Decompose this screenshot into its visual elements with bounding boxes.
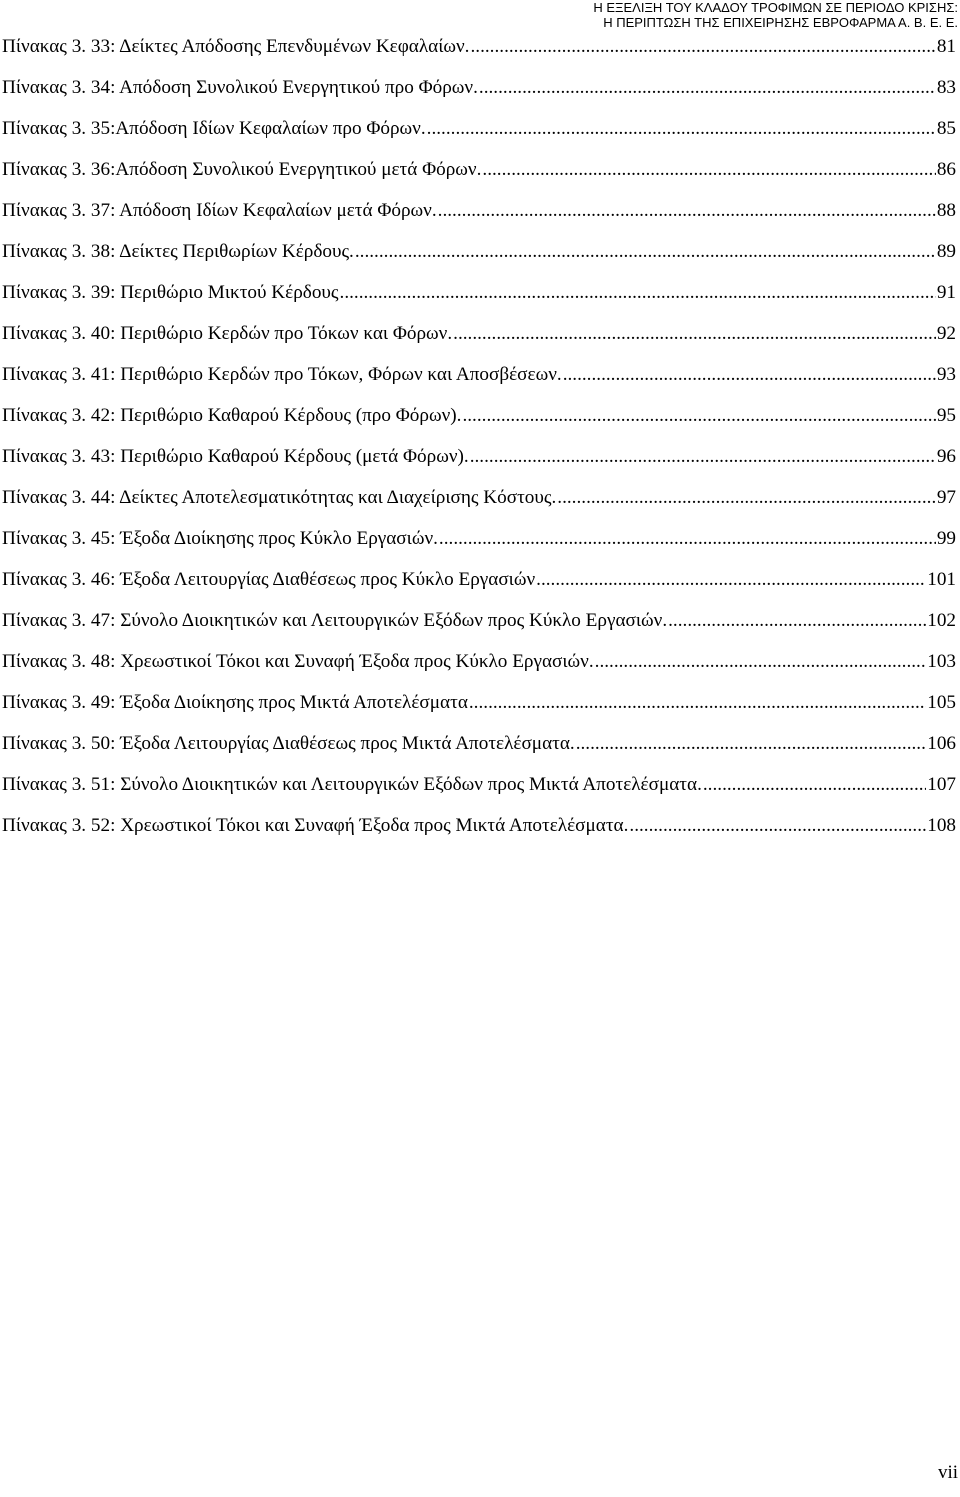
toc-leader-dots [479,77,936,99]
toc-entry-page: 91 [936,282,956,303]
header-line-1: Η ΕΞΕΛΙΞΗ ΤΟΥ ΚΛΑΔΟΥ ΤΡΟΦΙΜΩΝ ΣΕ ΠΕΡΙΟΔΟ ΚΡΙΣΗΣ: [593,0,958,15]
toc-leader-dots [453,323,936,345]
toc-entry-title: Πίνακας 3. 37: Απόδοση Ιδίων Κεφαλαίων μετά Φόρων. [2,200,437,221]
toc-leader-dots [340,282,936,304]
toc-entry-title: Πίνακας 3. 44: Δείκτες Αποτελεσματικότητας και Διαχείρισης Κόστους. [2,487,557,508]
toc-entry-page: 83 [936,77,956,98]
toc-entry-title: Πίνακας 3. 35:Απόδοση Ιδίων Κεφαλαίων προ Φόρων. [2,118,426,139]
toc-entry-page: 88 [936,200,956,221]
toc-entry[interactable] [2,651,956,692]
header-line-2: Η ΠΕΡΙΠΤΩΣΗ ΤΗΣ ΕΠΙΧΕΙΡΗΣΗΣ ΕΒΡΟΦΑΡΜΑ Α. Β. Ε. Ε. [603,15,958,30]
toc-entry-page: 103 [927,651,956,672]
toc-entry[interactable] [2,528,956,569]
toc-entry[interactable] [2,610,956,651]
toc-entry[interactable] [2,446,956,487]
toc-entry[interactable] [2,118,956,159]
toc-entry-title: Πίνακας 3. 52: Χρεωστικοί Τόκοι και Συναφή Έξοδα προς Μικτά Αποτελέσματα. [2,815,629,836]
toc-leader-dots [595,651,927,673]
toc-entry-page: 99 [936,528,956,549]
toc-entry[interactable] [2,282,956,323]
toc-entry[interactable] [2,200,956,241]
toc-leader-dots [668,610,926,632]
toc-entry-page: 96 [936,446,956,467]
toc-leader-dots [470,446,936,468]
toc-entry-page: 89 [936,241,956,262]
toc-entry[interactable] [2,487,956,528]
toc-entry-title: Πίνακας 3. 43: Περιθώριο Καθαρού Κέρδους (μετά Φόρων). [2,446,469,467]
toc-entry-title: Πίνακας 3. 39: Περιθώριο Μικτού Κέρδους [2,282,339,303]
toc-entry-page: 105 [927,692,956,713]
toc-entry-title: Πίνακας 3. 40: Περιθώριο Κερδών προ Τόκων και Φόρων. [2,323,453,344]
page-number: vii [937,1462,958,1483]
toc-leader-dots [629,815,926,837]
table-of-tables [2,36,956,856]
toc-entry-page: 108 [927,815,956,836]
toc-entry[interactable] [2,733,956,774]
toc-leader-dots [427,118,936,140]
toc-leader-dots [576,733,927,755]
toc-entry[interactable] [2,241,956,282]
toc-entry-page: 101 [927,569,956,590]
toc-entry[interactable] [2,159,956,200]
toc-entry-title: Πίνακας 3. 38: Δείκτες Περιθωρίων Κέρδους. [2,241,354,262]
toc-entry-page: 106 [927,733,956,754]
toc-entry-page: 85 [936,118,956,139]
toc-entry-title: Πίνακας 3. 36:Απόδοση Συνολικού Ενεργητικού μετά Φόρων. [2,159,482,180]
toc-entry-title: Πίνακας 3. 45: Έξοδα Διοίκησης προς Κύκλο Εργασιών. [2,528,438,549]
toc-entry[interactable] [2,692,956,733]
toc-entry-page: 81 [936,36,956,57]
toc-entry[interactable] [2,405,956,446]
toc-entry-title: Πίνακας 3. 46: Έξοδα Λειτουργίας Διαθέσεως προς Κύκλο Εργασιών [2,569,536,590]
toc-leader-dots [703,774,926,796]
toc-entry[interactable] [2,569,956,610]
toc-entry-title: Πίνακας 3. 50: Έξοδα Λειτουργίας Διαθέσεως προς Μικτά Αποτελέσματα. [2,733,575,754]
toc-entry-page: 107 [927,774,956,795]
toc-leader-dots [462,405,935,427]
toc-entry[interactable] [2,77,956,118]
toc-leader-dots [439,528,936,550]
toc-entry-title: Πίνακας 3. 41: Περιθώριο Κερδών προ Τόκων, Φόρων και Αποσβέσεων. [2,364,562,385]
toc-entry[interactable] [2,323,956,364]
toc-entry-page: 92 [936,323,956,344]
toc-entry[interactable] [2,774,956,815]
toc-leader-dots [557,487,936,509]
toc-entry[interactable] [2,36,956,77]
toc-entry-title: Πίνακας 3. 51: Σύνολο Διοικητικών και Λειτουργικών Εξόδων προς Μικτά Αποτελέσματα. [2,774,702,795]
toc-entry-title: Πίνακας 3. 34: Απόδοση Συνολικού Ενεργητικού προ Φόρων. [2,77,478,98]
toc-entry-title: Πίνακας 3. 49: Έξοδα Διοίκησης προς Μικτά Αποτελέσματα [2,692,468,713]
running-header [593,0,958,30]
toc-entry-page: 95 [936,405,956,426]
toc-entry-page: 97 [936,487,956,508]
toc-entry-page: 93 [936,364,956,385]
toc-entry[interactable] [2,815,956,856]
toc-leader-dots [563,364,936,386]
toc-entry-title: Πίνακας 3. 47: Σύνολο Διοικητικών και Λειτουργικών Εξόδων προς Κύκλο Εργασιών. [2,610,668,631]
toc-leader-dots [536,569,926,591]
toc-entry-title: Πίνακας 3. 42: Περιθώριο Καθαρού Κέρδους (προ Φόρων). [2,405,462,426]
toc-leader-dots [438,200,936,222]
toc-entry-page: 86 [936,159,956,180]
toc-entry-page: 102 [927,610,956,631]
toc-leader-dots [469,692,926,714]
toc-leader-dots [355,241,936,263]
toc-entry-title: Πίνακας 3. 33: Δείκτες Απόδοσης Επενδυμένων Κεφαλαίων. [2,36,470,57]
toc-leader-dots [470,36,935,58]
toc-leader-dots [482,159,935,181]
toc-entry[interactable] [2,364,956,405]
toc-entry-title: Πίνακας 3. 48: Χρεωστικοί Τόκοι και Συναφή Έξοδα προς Κύκλο Εργασιών. [2,651,594,672]
